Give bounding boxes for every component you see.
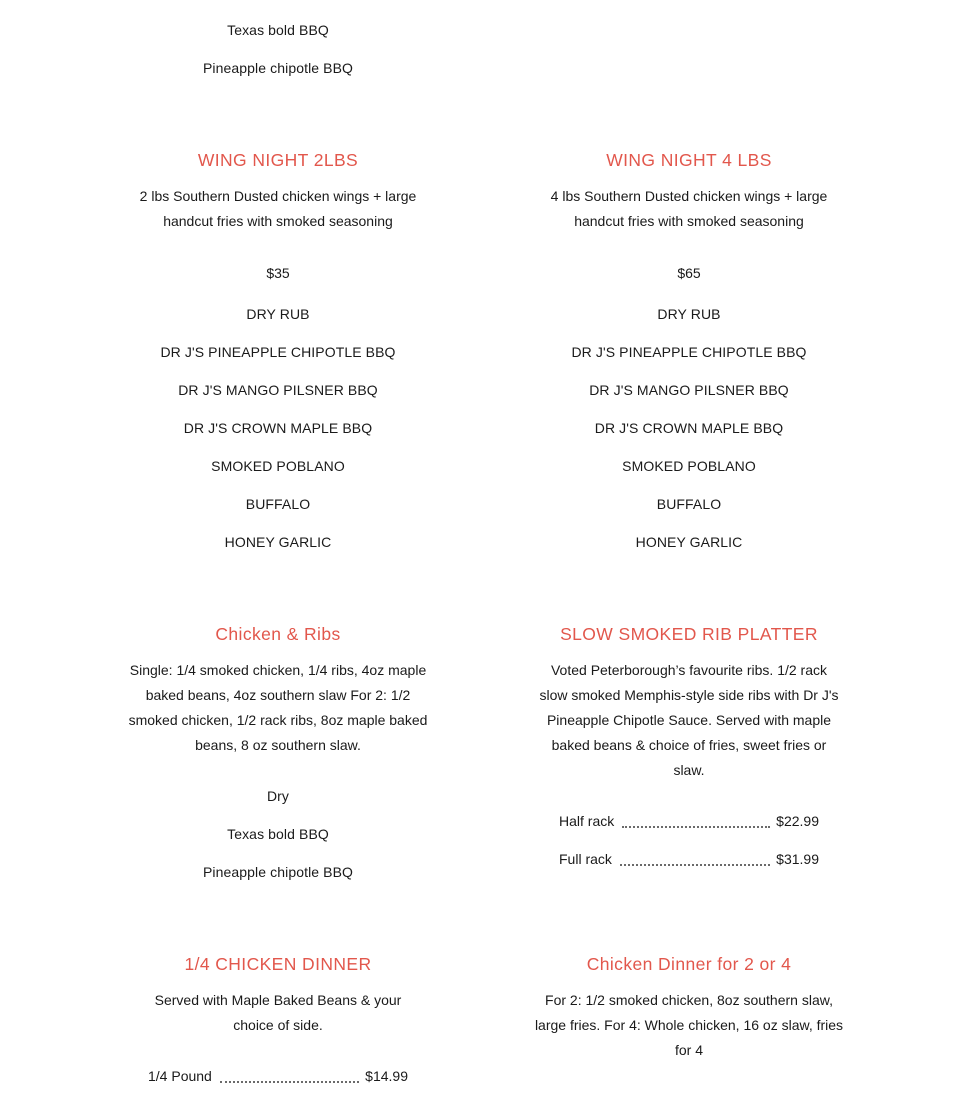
item-title: 1/4 CHICKEN DINNER [184,954,372,974]
menu-option: Pineapple chipotle BBQ [202,60,354,76]
sauce-option: DR J'S MANGO PILSNER BBQ [589,382,789,398]
price-row [559,811,819,831]
sauce-option: HONEY GARLIC [224,534,332,550]
sauce-option: SMOKED POBLANO [211,458,345,474]
item-description: Voted Peterborough’s favourite ribs. 1/2 rack slow smoked Memphis-style side ribs with Dr J's Pineapple Chipotle Sauce. Served with maple baked beans & choice of fries, sweet fries or slaw. [539,662,839,778]
sauce-option: DR J'S MANGO PILSNER BBQ [178,382,378,398]
price-label: Half rack [559,813,615,829]
sauce-option: BUFFALO [245,496,311,512]
item-description: Single: 1/4 smoked chicken, 1/4 ribs, 4oz maple baked beans, 4oz southern slaw For 2: 1/2 smoked chicken, 1/2 rack ribs, 8oz maple baked beans, 8 oz southern slaw. [128,662,428,753]
item-description: Served with Maple Baked Beans & your choice of side. [154,992,402,1033]
item-price: $35 [266,265,290,281]
price-row [148,1066,408,1086]
dot-leader [620,863,770,866]
menu-option: Texas bold BBQ [227,22,329,38]
item-title: Chicken & Ribs [215,624,341,644]
item-title: Chicken Dinner for 2 or 4 [586,954,792,974]
item-title: WING NIGHT 2LBS [197,150,359,170]
sauce-option: DR J'S PINEAPPLE CHIPOTLE BBQ [571,344,807,360]
item-description: 4 lbs Southern Dusted chicken wings + large handcut fries with smoked seasoning [550,188,828,229]
dot-leader [622,825,770,828]
sauce-option: DRY RUB [657,306,721,322]
price-row [559,849,819,869]
price-label: 1/4 Pound [148,1068,212,1084]
dot-leader [220,1080,359,1083]
item-description: For 2: 1/2 smoked chicken, 8oz southern slaw, large fries. For 4: Whole chicken, 16 oz slaw, fries for 4 [534,992,844,1058]
price-value: $31.99 [776,851,819,867]
sauce-option: DR J'S CROWN MAPLE BBQ [594,420,784,436]
item-title: SLOW SMOKED RIB PLATTER [560,624,818,644]
sauce-option: HONEY GARLIC [635,534,743,550]
item-price: $65 [677,265,701,281]
style-option: Dry [266,788,290,804]
style-option: Texas bold BBQ [227,826,329,842]
sauce-option: BUFFALO [656,496,722,512]
price-value: $22.99 [776,813,819,829]
sauce-option: DRY RUB [246,306,310,322]
sauce-option: SMOKED POBLANO [622,458,756,474]
item-description: 2 lbs Southern Dusted chicken wings + large handcut fries with smoked seasoning [139,188,417,229]
sauce-option: DR J'S PINEAPPLE CHIPOTLE BBQ [160,344,396,360]
price-label: Full rack [559,851,612,867]
item-title: WING NIGHT 4 LBS [606,150,772,170]
price-value: $14.99 [365,1068,408,1084]
style-option: Pineapple chipotle BBQ [202,864,354,880]
sauce-option: DR J'S CROWN MAPLE BBQ [183,420,373,436]
